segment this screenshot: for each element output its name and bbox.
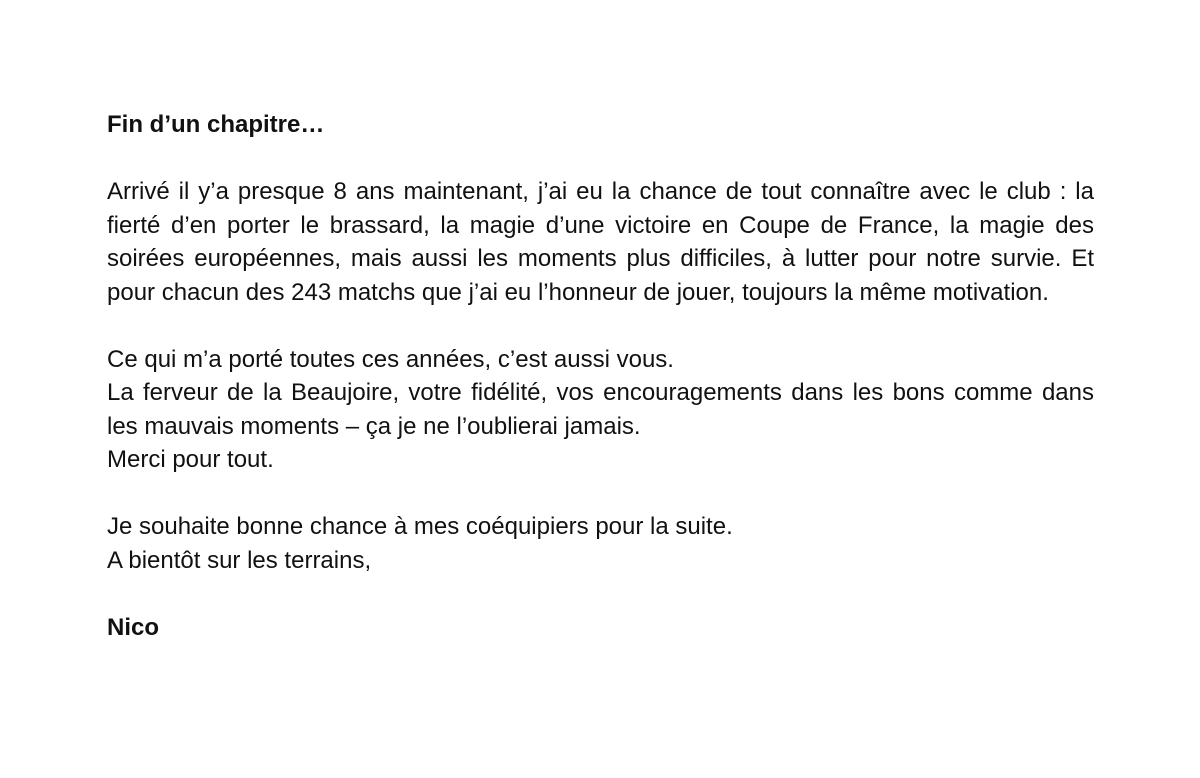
letter-title: Fin d’un chapitre… bbox=[107, 111, 325, 138]
signature: Nico bbox=[107, 613, 160, 641]
farewell-line-2: A bientôt sur les terrains, bbox=[107, 546, 372, 574]
thanks-line-2: La ferveur de la Beaujoire, votre fidélité, vos encouragements dans les bons comme dans les mauvais moments – ça je ne l’oublierai jamais. bbox=[107, 379, 1094, 440]
letter-body bbox=[107, 108, 1094, 644]
paragraph-farewell bbox=[107, 510, 1094, 577]
thanks-line-1: Ce qui m’a porté toutes ces années, c’est aussi vous. bbox=[107, 345, 674, 373]
thanks-line-3: Merci pour tout. bbox=[107, 446, 274, 473]
paragraph-career: Arrivé il y’a presque 8 ans maintenant, j’ai eu la chance de tout connaître avec le club : la fierté d’en porter le brassard, la magie d’une victoire en Coupe de France, la magie des soirées européennes, mais aussi les moments plus difficiles, à lutter pour notre survie. Et pour chacun des 243 matchs que j’ai eu l’honneur de jouer, toujours la même motivation. bbox=[107, 178, 1094, 306]
paragraph-thanks bbox=[107, 343, 1094, 477]
farewell-line-1: Je souhaite bonne chance à mes coéquipiers pour la suite. bbox=[107, 513, 733, 540]
